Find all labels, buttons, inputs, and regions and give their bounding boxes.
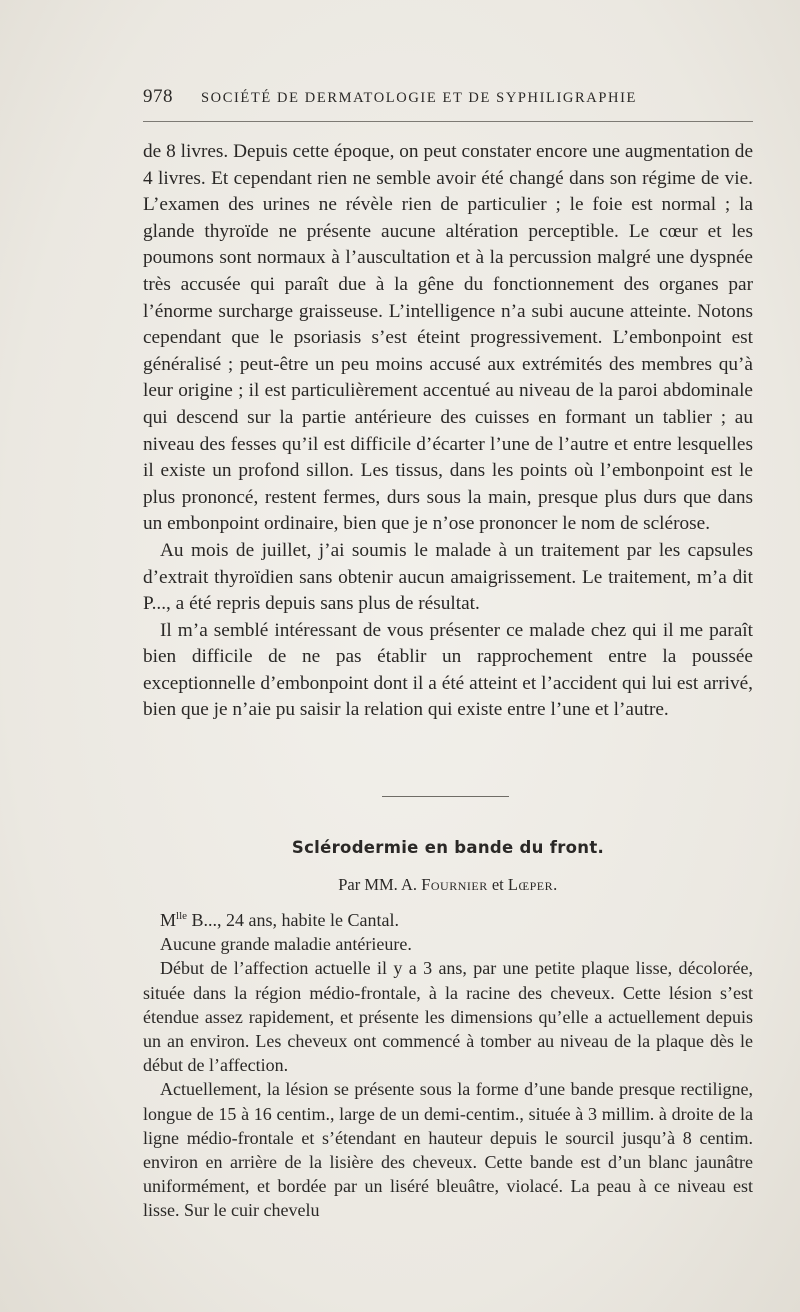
paragraph: Au mois de juillet, j’ai soumis le malade à un traitement par les capsules d’extrait thyroïdien sans obtenir aucun amaigrissement. Le traitement, m’a dit P..., a été repris depuis sans plus de résultat. bbox=[143, 539, 753, 615]
running-header bbox=[143, 86, 753, 108]
patient-title-superscript: lle bbox=[176, 910, 188, 922]
paragraph: Aucune grande maladie antérieure. bbox=[160, 934, 412, 955]
patient-title: M bbox=[160, 910, 177, 930]
authors-prefix: Par MM. A. bbox=[338, 875, 418, 894]
article-body-top bbox=[143, 139, 753, 724]
patient-line bbox=[143, 908, 753, 932]
paragraph: Il m’a semblé intéressant de vous présenter ce malade chez qui il me paraît bien difficile de ne pas établir un rapprochement entre la poussée exceptionnelle d’embonpoint dont il a été atteint et l’accident qui lui est arrivé, bien que je n’aie pu saisir la relation qui existe entre l’une et l’autre. bbox=[143, 619, 753, 721]
section-title: Sclérodermie en bande du front. bbox=[291, 838, 605, 857]
section-authors bbox=[143, 875, 753, 895]
author-fournier: Fournier bbox=[421, 875, 488, 894]
article-body-bottom bbox=[143, 908, 753, 1223]
section-divider bbox=[382, 796, 509, 797]
paragraph: Début de l’affection actuelle il y a 3 ans, par une petite plaque lisse, décolorée, située dans la région médio-frontale, à la racine des cheveux. Cette lésion s’est étendue assez rapidement, et présente les dimensions qu’elle a actuellement depuis un an environ. Les cheveux ont commencé à tomber au niveau de la plaque dès le début de l’affection. bbox=[143, 958, 753, 1076]
header-rule bbox=[143, 121, 753, 122]
paragraph: de 8 livres. Depuis cette époque, on peut constater encore une augmentation de 4 livres. Et cependant rien ne semble avoir été changé dans son régime de vie. L’examen des urines ne révèle rien de particulier ; le foie est normal ; la glande thyroïde ne présente aucune altération perceptible. Le cœur et les poumons sont normaux à l’auscultation et à la percussion malgré une dyspnée très accusée qui paraît due à la gêne du fonctionnement des organes par l’énorme surcharge graisseuse. L’intelligence n’a subi aucune atteinte. Notons cependant que le psoriasis s’est éteint progressivement. L’embonpoint est généralisé ; peut-être un peu moins accusé aux extrémités des membres qu’à leur origine ; il est particulièrement accentué au niveau de la paroi abdominale qui descend sur la partie antérieure des cuisses en formant un tablier ; au niveau des fesses qu’il est difficile d’écarter l’une de l’autre et entre lesquelles il existe un profond sillon. Les tissus, dans les points où l’embonpoint est le plus prononcé, restent fermes, durs sous la main, presque plus durs que dans un embonpoint ordinaire, bien que je n’ose prononcer le nom de sclérose. bbox=[143, 141, 753, 535]
patient-text: B..., 24 ans, habite le Cantal. bbox=[187, 910, 399, 930]
authors-and: et bbox=[491, 875, 504, 894]
paragraph: Actuellement, la lésion se présente sous la forme d’une bande presque rectiligne, longue de 15 à 16 centim., large de un demi-centim., située à 3 millim. à droite de la ligne médio-frontale et s’étendant en hauteur depuis le sourcil jusqu’à 8 centim. environ en arrière de la lisière des cheveux. Cette bande est d’un blanc jaunâtre uniformément, et bordée par un liséré bleuâtre, violacé. La peau à ce niveau est lisse. Sur le cuir chevelu bbox=[143, 1079, 753, 1221]
page-number: 978 bbox=[143, 86, 173, 107]
running-title: SOCIÉTÉ DE DERMATOLOGIE ET DE SYPHILIGRAPHIE bbox=[201, 90, 637, 106]
author-loeper: Lœper. bbox=[507, 875, 558, 894]
